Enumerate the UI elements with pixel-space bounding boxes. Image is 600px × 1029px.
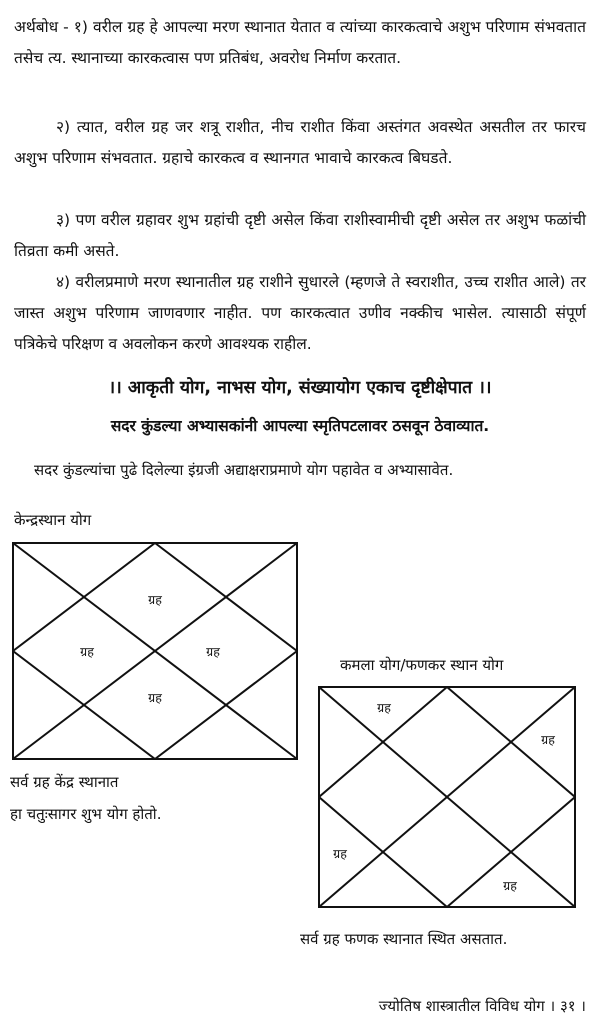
section-subheading: सदर कुंडल्या अभ्यासकांनी आपल्या स्मृतिपटलावर ठसवून ठेवाव्यात. <box>110 417 490 435</box>
paragraph-1: अर्थबोध - १) वरील ग्रह हे आपल्या मरण स्थानात येतात व त्यांच्या कारकत्वाचे अशुभ परिणाम संभवतात तसेच त्य. स्थानाच्या कारकत्वास पण प्रतिबंध, अवरोध निर्माण करतात. <box>14 18 586 67</box>
chart-1-caption-line-2: हा चतुःसागर शुभ योग होतो. <box>10 805 162 823</box>
paragraph-4: ४) वरीलप्रमाणे मरण स्थानातील ग्रह राशीने सुधारले (म्हणजे ते स्वराशीत, उच्च राशीत आले) तर जास्त अशुभ परिणाम जाणवणार नाहीत. पण कारकत्वात उणीव नक्कीच भासेल. त्यासाठी संपूर्ण पत्रिकेचे परिक्षण व अवलोकन करणे आवश्यक राहील. <box>14 273 586 353</box>
planet-label-top: ग्रह <box>148 592 162 607</box>
kendra-yoga-chart <box>12 542 298 760</box>
instruction-text: सदर कुंडल्यांचा पुढे दिलेल्या इंग्रजी अद्याक्षराप्रमाणे योग पहावेत व अभ्यासावेत. <box>34 461 454 479</box>
paragraph-3: ३) पण वरील ग्रहावर शुभ ग्रहांची दृष्टी असेल किंवा राशीस्वामीची दृष्टी असेल तर अशुभ फळांची तिव्रता कमी असते. <box>14 211 586 260</box>
chart-1-caption-line-1: सर्व ग्रह केंद्र स्थानात <box>10 773 119 791</box>
planet-label-right: ग्रह <box>206 644 220 659</box>
planet-label-bottom-left: ग्रह <box>333 846 347 861</box>
planet-label-top-left: ग्रह <box>377 700 391 715</box>
section-heading: ।। आकृती योग, नाभस योग, संख्यायोग एकाच दृष्टीक्षेपात ।। <box>108 378 492 398</box>
page-footer: ज्योतिष शास्त्रातील विविध योग । ३१ । <box>378 997 586 1015</box>
chart-2-caption: सर्व ग्रह फणक स्थानात स्थित असतात. <box>300 930 508 948</box>
kamala-yoga-chart <box>318 686 576 908</box>
planet-label-bottom: ग्रह <box>148 690 162 705</box>
chart-1-title: केन्द्रस्थान योग <box>14 511 92 529</box>
chart-2-title: कमला योग/फणकर स्थान योग <box>340 656 504 674</box>
planet-label-bottom-right: ग्रह <box>503 878 517 893</box>
planet-label-left: ग्रह <box>80 644 94 659</box>
paragraph-2: २) त्यात, वरील ग्रह जर शत्रू राशीत, नीच राशीत किंवा अस्तंगत अवस्थेत असतील तर फारच अशुभ परिणाम संभवतात. ग्रहाचे कारकत्व व स्थानगत भावाचे कारकत्व बिघडते. <box>14 118 586 167</box>
planet-label-top-right: ग्रह <box>541 732 555 747</box>
